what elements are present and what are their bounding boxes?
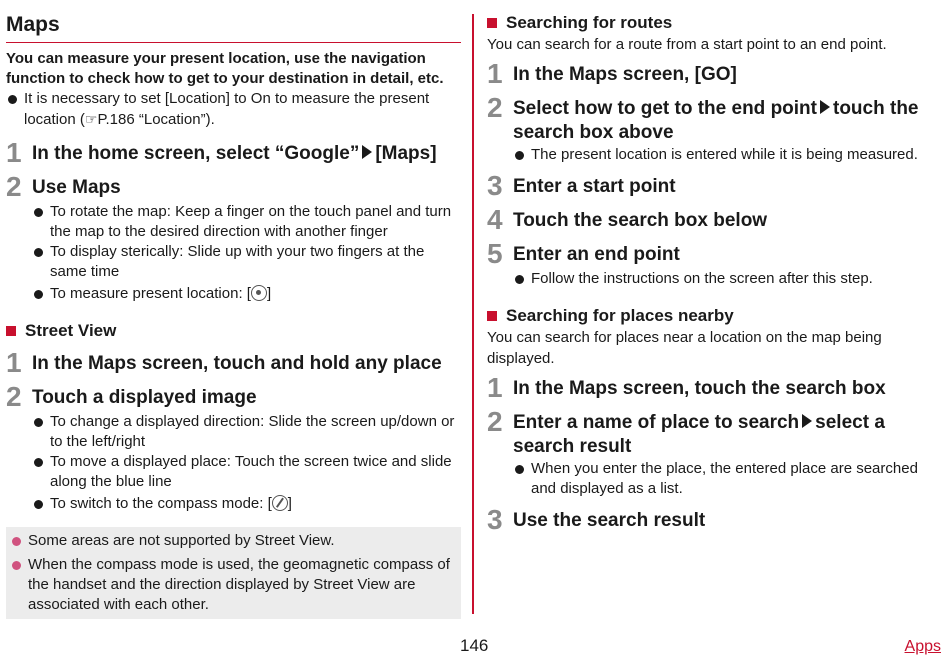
list-item: To change a displayed direction: Slide the screen up/down or to the left/right (32, 412, 461, 452)
bullet-icon (34, 208, 43, 217)
nearby-step-2: 2 Enter a name of place to search select a search result (487, 406, 885, 457)
left-column (6, 0, 461, 619)
list-item: Follow the instructions on the screen after this step. (513, 269, 939, 289)
route-step-3: 3 Enter a start point (487, 170, 676, 201)
square-bullet-icon (487, 18, 497, 28)
location-target-icon (251, 285, 267, 301)
bullet-icon (515, 151, 524, 160)
reference-icon: ☞ (84, 111, 98, 127)
intro-text: You can measure your present location, use the navigation function to check how to get to your destination in detail, etc. (6, 50, 444, 87)
nearby-step-3: 3 Use the search result (487, 504, 706, 535)
step-number: 2 (487, 406, 503, 437)
step-number: 1 (487, 372, 503, 403)
bullet-icon (34, 458, 43, 467)
arrow-right-icon (362, 145, 372, 159)
nearby-intro: You can search for places near a location on the map being displayed. (487, 329, 882, 367)
list-item: To switch to the compass mode: [ ] (32, 494, 461, 514)
page-reference-link[interactable]: P.186 “Location”). (97, 111, 215, 128)
section-heading-street-view: Street View (6, 320, 461, 342)
apps-link[interactable]: Apps (904, 638, 941, 655)
note-box (6, 527, 461, 619)
sv-step-1: 1 In the Maps screen, touch and hold any place (6, 347, 442, 378)
section-heading-nearby: Searching for places nearby (487, 305, 939, 327)
step-number: 5 (487, 238, 503, 269)
step-2: 2 Use Maps (6, 171, 121, 202)
route-step-1: 1 In the Maps screen, [GO] (487, 58, 737, 89)
step-1: 1 In the home screen, select “Google” [Maps] (6, 137, 437, 168)
list-item: To rotate the map: Keep a finger on the touch panel and turn the map to the desired direction with another finger (32, 202, 461, 242)
bullet-icon (515, 465, 524, 474)
square-bullet-icon (487, 311, 497, 321)
sv-step-2: 2 Touch a displayed image (6, 381, 257, 412)
bullet-icon (8, 95, 17, 104)
section-heading-routes: Searching for routes (487, 12, 939, 34)
intro-bullet: It is necessary to set [Location] to On to measure the present location (☞P.186 “Location”). (6, 89, 461, 130)
list-item: To measure present location: [ ] (32, 284, 461, 304)
title-rule (6, 42, 461, 43)
step-number: 1 (6, 347, 22, 378)
step-number: 2 (6, 381, 22, 412)
bullet-icon (34, 500, 43, 509)
bullet-icon (12, 537, 21, 546)
list-item: To display sterically: Slide up with your two fingers at the same time (32, 242, 461, 282)
note-item: When the compass mode is used, the geomagnetic compass of the handset and the direction displayed by Street View are associated with each other. (10, 555, 455, 615)
step-number: 3 (487, 170, 503, 201)
route-step-2: 2 Select how to get to the end point touch the search box above (487, 92, 919, 143)
arrow-right-icon (802, 414, 812, 428)
bullet-icon (34, 290, 43, 299)
note-item: Some areas are not supported by Street View. (10, 531, 455, 551)
bullet-icon (12, 561, 21, 570)
step-number: 1 (487, 58, 503, 89)
right-column (487, 0, 939, 535)
list-item: When you enter the place, the entered place are searched and displayed as a list. (513, 459, 939, 499)
page-number: 146 (460, 636, 489, 655)
nearby-step-1: 1 In the Maps screen, touch the search box (487, 372, 886, 403)
square-bullet-icon (6, 326, 16, 336)
step-number: 2 (487, 92, 503, 123)
step-number: 3 (487, 504, 503, 535)
bullet-icon (34, 418, 43, 427)
bullet-icon (515, 275, 524, 284)
arrow-right-icon (820, 100, 830, 114)
route-step-4: 4 Touch the search box below (487, 204, 768, 235)
route-step-5: 5 Enter an end point (487, 238, 680, 269)
list-item: To move a displayed place: Touch the screen twice and slide along the blue line (32, 452, 461, 492)
step-number: 2 (6, 171, 22, 202)
column-divider (472, 14, 474, 614)
routes-intro: You can search for a route from a start point to an end point. (487, 36, 887, 53)
step-number: 4 (487, 204, 503, 235)
page-title: Maps (6, 13, 60, 36)
compass-icon (272, 495, 288, 511)
bullet-icon (34, 248, 43, 257)
step-number: 1 (6, 137, 22, 168)
list-item: The present location is entered while it is being measured. (513, 145, 939, 165)
